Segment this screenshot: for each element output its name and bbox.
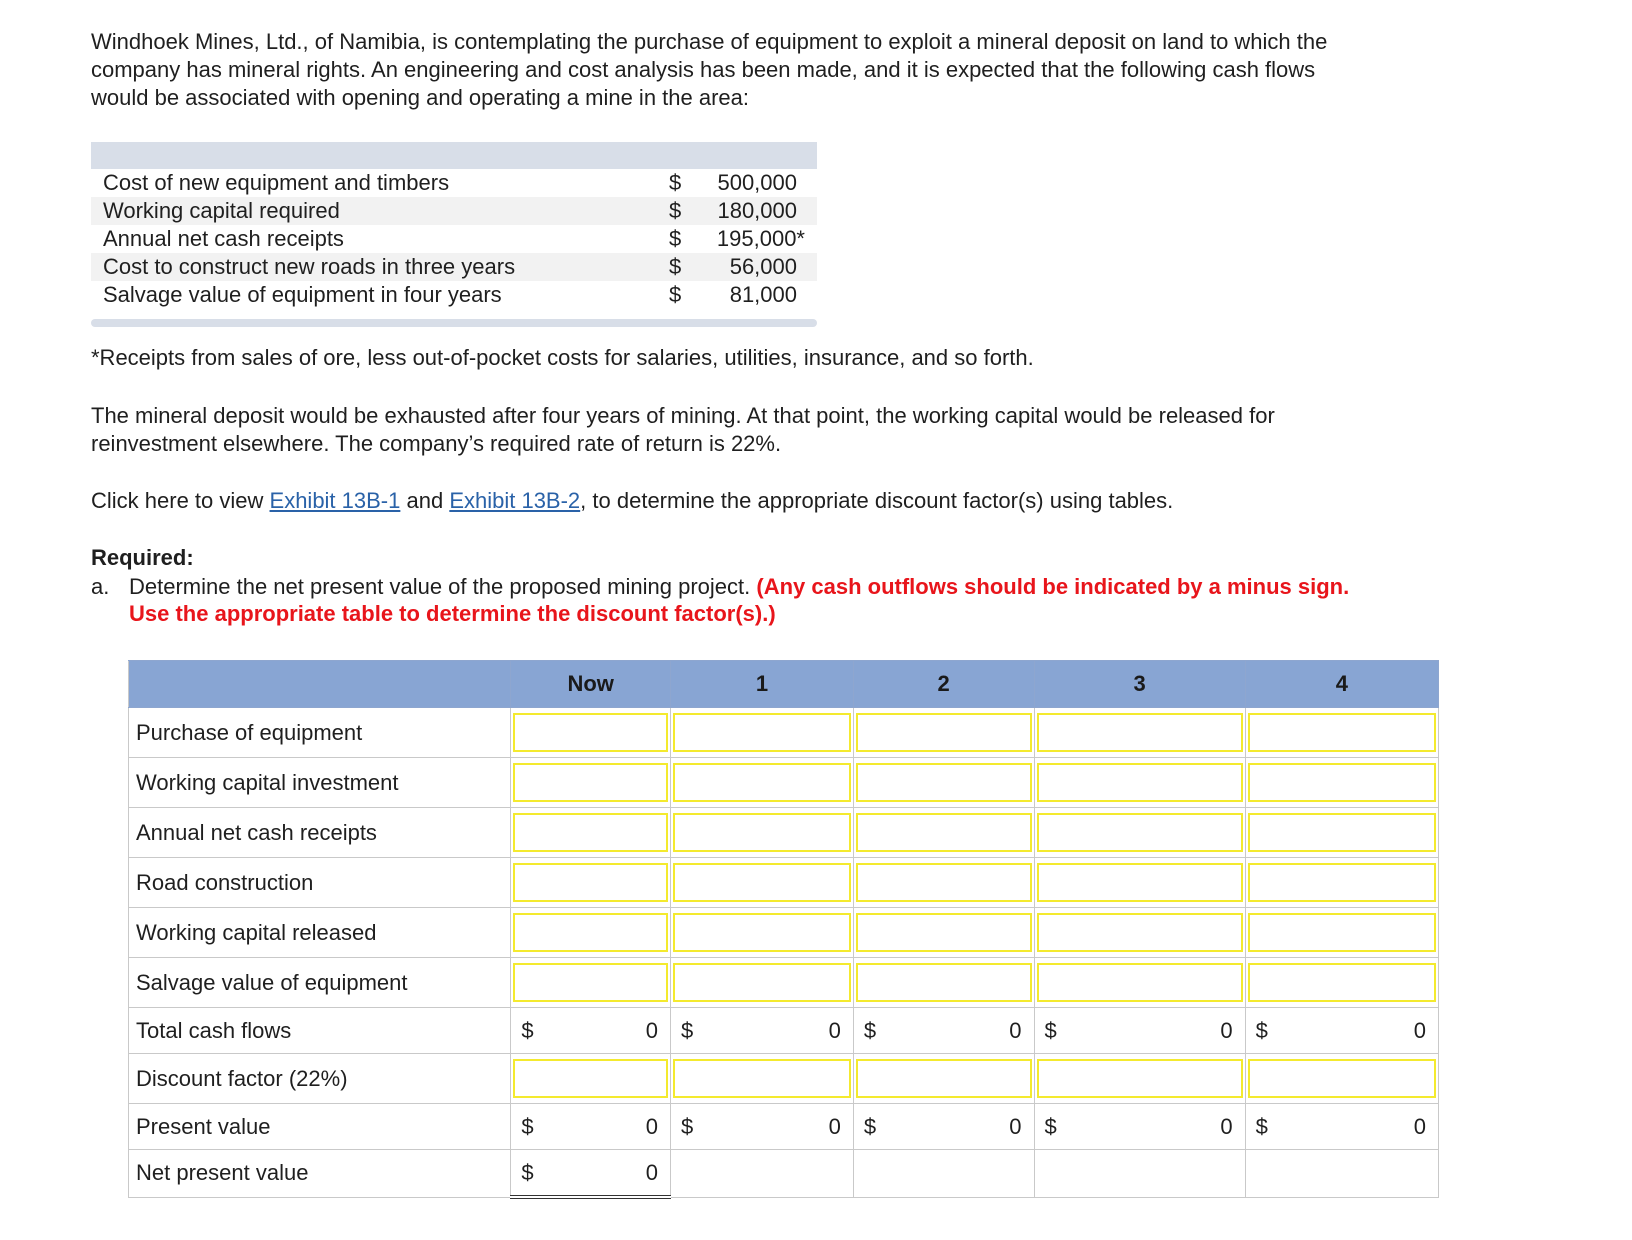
given-amount: 56,000 <box>729 254 797 279</box>
grid-row-purchase-of-equipment <box>129 708 1439 758</box>
dollar-sign: $ <box>669 282 682 307</box>
input-cell[interactable] <box>1245 758 1438 808</box>
pv-cell: $ 0 <box>671 1104 854 1150</box>
row-label: Total cash flows <box>129 1008 511 1054</box>
exhibit-13b-2-link[interactable]: Exhibit 13B-2 <box>449 488 581 513</box>
exhibit-middle: and <box>400 488 450 513</box>
input-cell[interactable] <box>671 758 854 808</box>
input-cell[interactable] <box>853 908 1034 958</box>
row-label: Working capital released <box>129 908 511 958</box>
col-header-year-2: 2 <box>853 661 1034 708</box>
grid-row-working-capital-released <box>129 908 1439 958</box>
empty-cell <box>1245 1150 1438 1198</box>
input-cell[interactable] <box>1034 708 1245 758</box>
total-cell: $ 0 <box>1245 1008 1438 1054</box>
problem-paragraph: The mineral deposit would be exhausted after four years of mining. At that point, the working capital would be released for reinvestment elsewhere. The company’s required rate of return is 22%. <box>91 403 1275 456</box>
grid-row-present-value <box>129 1104 1439 1150</box>
grid-row-road-construction <box>129 858 1439 908</box>
row-label: Purchase of equipment <box>129 708 511 758</box>
input-cell[interactable] <box>1034 958 1245 1008</box>
dollar-sign: $ <box>669 198 682 223</box>
grid-header-row <box>129 661 1439 708</box>
grid-row-annual-net-cash-receipts <box>129 808 1439 858</box>
input-cell[interactable] <box>1034 908 1245 958</box>
given-label: Working capital required <box>103 198 340 223</box>
dollar-sign: $ <box>669 226 682 251</box>
input-cell[interactable] <box>671 708 854 758</box>
requirement-a <box>91 573 1351 627</box>
col-header-year-4: 4 <box>1245 661 1438 708</box>
given-amount: 81,000 <box>729 282 797 307</box>
discount-input-cell[interactable] <box>671 1054 854 1104</box>
input-cell[interactable] <box>1034 858 1245 908</box>
input-cell[interactable] <box>853 708 1034 758</box>
grid-row-net-present-value <box>129 1150 1439 1198</box>
given-row <box>91 225 817 253</box>
problem-intro: Windhoek Mines, Ltd., of Namibia, is contemplating the purchase of equipment to exploit a mineral deposit on land to which the company has mineral rights. An engineering and cost analysis has been made, and it is expected that the following cash flows would be associated with opening and operating a mine in the area: <box>91 29 1328 110</box>
pv-cell: $ 0 <box>511 1104 671 1150</box>
given-row <box>91 169 817 197</box>
dollar-sign: $ <box>669 170 682 195</box>
col-header-now: Now <box>511 661 671 708</box>
input-cell[interactable] <box>671 908 854 958</box>
input-cell[interactable] <box>511 858 671 908</box>
total-cell: $ 0 <box>671 1008 854 1054</box>
exhibit-13b-1-link[interactable]: Exhibit 13B-1 <box>269 488 401 513</box>
required-heading: Required: <box>91 545 194 570</box>
npv-answer-grid <box>128 660 1439 1199</box>
col-header-year-3: 3 <box>1034 661 1245 708</box>
input-cell[interactable] <box>671 858 854 908</box>
exhibit-links-paragraph <box>91 487 1351 515</box>
given-data-table <box>91 142 817 327</box>
empty-cell <box>853 1150 1034 1198</box>
input-cell[interactable] <box>1034 808 1245 858</box>
given-label: Salvage value of equipment in four years <box>103 282 502 307</box>
requirement-instruction: (Any cash outflows should be indicated by a minus sign. Use the appropriate table to determine the discount factor(s).) <box>129 574 1350 626</box>
given-table-header <box>91 142 817 169</box>
given-row <box>91 197 817 225</box>
given-amount: 180,000 <box>717 198 797 223</box>
grid-row-discount-factor <box>129 1054 1439 1104</box>
grid-corner <box>129 661 511 708</box>
discount-input-cell[interactable] <box>511 1054 671 1104</box>
input-cell[interactable] <box>853 758 1034 808</box>
input-cell[interactable] <box>511 958 671 1008</box>
row-label: Salvage value of equipment <box>129 958 511 1008</box>
row-label: Net present value <box>129 1150 511 1198</box>
input-cell[interactable] <box>1245 908 1438 958</box>
input-cell[interactable] <box>511 908 671 958</box>
input-cell[interactable] <box>853 958 1034 1008</box>
exhibit-prefix: Click here to view <box>91 488 270 513</box>
discount-input-cell[interactable] <box>1034 1054 1245 1104</box>
row-label: Working capital investment <box>129 758 511 808</box>
input-cell[interactable] <box>511 808 671 858</box>
empty-cell <box>671 1150 854 1198</box>
requirement-text: Determine the net present value of the proposed mining project. <box>129 574 757 599</box>
dollar-sign: $ <box>669 254 682 279</box>
input-cell[interactable] <box>1034 758 1245 808</box>
grid-row-salvage-value <box>129 958 1439 1008</box>
given-row <box>91 253 817 281</box>
given-label: Cost to construct new roads in three years <box>103 254 516 279</box>
exhibit-suffix: , to determine the appropriate discount factor(s) using tables. <box>580 488 1174 513</box>
input-cell[interactable] <box>853 858 1034 908</box>
input-cell[interactable] <box>511 758 671 808</box>
row-label: Road construction <box>129 858 511 908</box>
row-label: Annual net cash receipts <box>129 808 511 858</box>
given-amount: 195,000* <box>716 226 805 251</box>
given-row <box>91 281 817 309</box>
total-cell: $ 0 <box>511 1008 671 1054</box>
row-label: Discount factor (22%) <box>129 1054 511 1104</box>
empty-cell <box>1034 1150 1245 1198</box>
given-label: Annual net cash receipts <box>103 226 344 251</box>
row-label: Present value <box>129 1104 511 1150</box>
pv-cell: $ 0 <box>1034 1104 1245 1150</box>
given-label: Cost of new equipment and timbers <box>103 170 450 195</box>
discount-input-cell[interactable] <box>853 1054 1034 1104</box>
pv-cell: $ 0 <box>1245 1104 1438 1150</box>
grid-row-working-capital-investment <box>129 758 1439 808</box>
requirement-letter: a. <box>91 574 110 599</box>
input-cell[interactable] <box>1245 858 1438 908</box>
col-header-year-1: 1 <box>671 661 854 708</box>
given-table-footer-bar <box>91 319 817 327</box>
grid-row-total-cash-flows <box>129 1008 1439 1054</box>
input-cell[interactable] <box>1245 958 1438 1008</box>
input-cell[interactable] <box>1245 708 1438 758</box>
input-cell[interactable] <box>511 708 671 758</box>
input-cell[interactable] <box>671 958 854 1008</box>
discount-input-cell[interactable] <box>1245 1054 1438 1104</box>
input-cell[interactable] <box>1245 808 1438 858</box>
input-cell[interactable] <box>853 808 1034 858</box>
total-cell: $ 0 <box>853 1008 1034 1054</box>
requirement-text-wrap <box>129 573 1351 627</box>
npv-cell: $ 0 <box>511 1150 671 1198</box>
total-cell: $ 0 <box>1034 1008 1245 1054</box>
input-cell[interactable] <box>671 808 854 858</box>
given-amount: 500,000 <box>717 170 797 195</box>
footnote: *Receipts from sales of ore, less out-of-pocket costs for salaries, utilities, insurance, and so forth. <box>91 345 1034 370</box>
pv-cell: $ 0 <box>853 1104 1034 1150</box>
